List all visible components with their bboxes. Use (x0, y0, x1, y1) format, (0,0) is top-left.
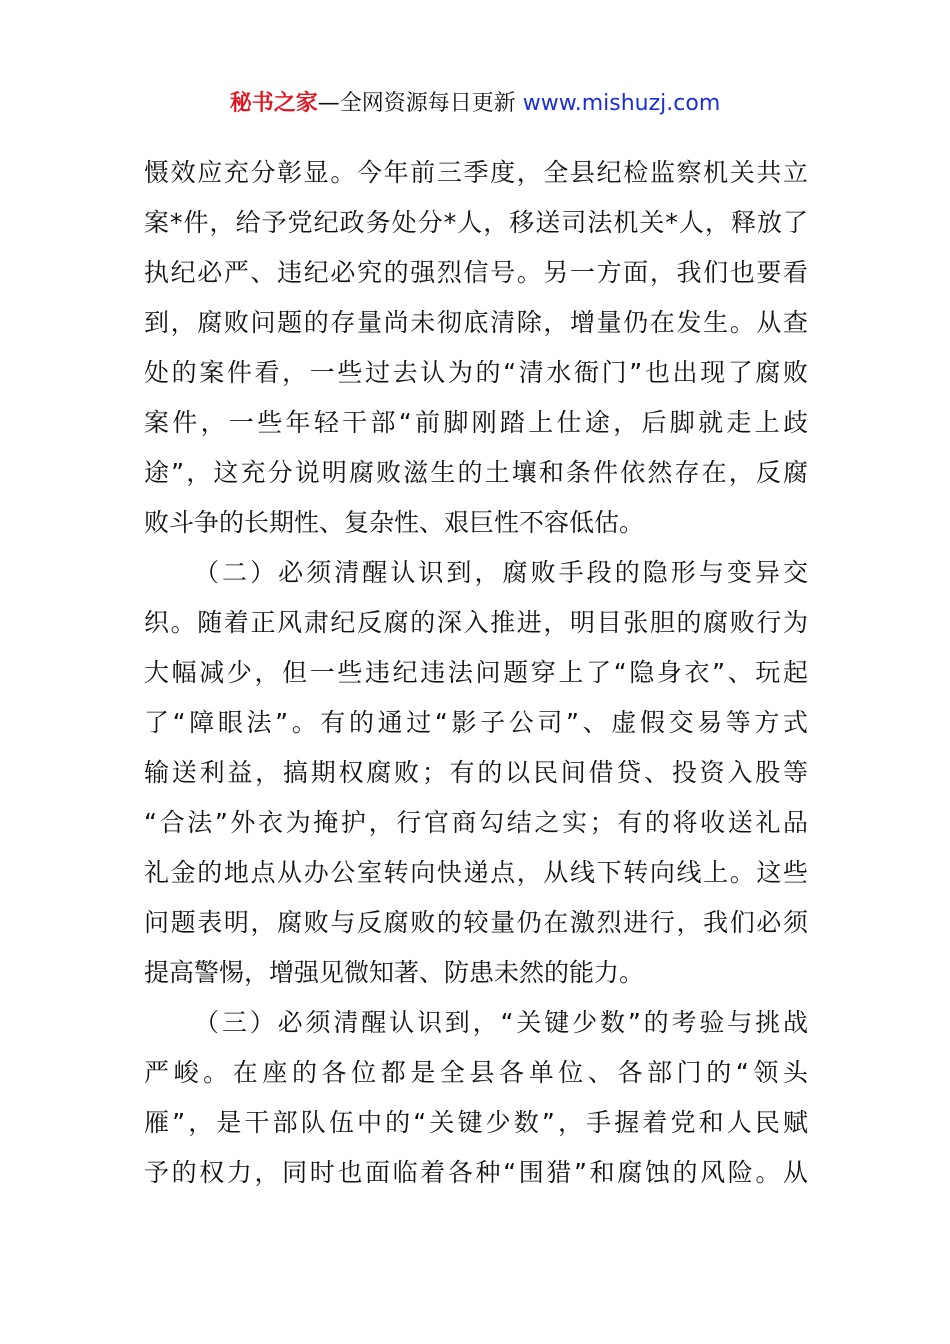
website-link[interactable]: www.mishuzj.com (522, 91, 721, 116)
text-line: 案*件，给予党纪政务处分*人，移送司法机关*人，释放了 (144, 208, 808, 237)
text-line: 处的案件看，一些过去认为的“清水衙门”也出现了腐败 (144, 358, 808, 387)
text-line: 了“障眼法”。有的通过“影子公司”、虚假交易等方式 (144, 708, 808, 737)
section-heading-line: （三）必须清醒认识到，“关键少数”的考验与挑战 (194, 1008, 808, 1037)
text-line: 败斗争的长期性、复杂性、艰巨性不容低估。 (144, 508, 645, 537)
text-line: 问题表明，腐败与反腐败的较量仍在激烈进行，我们必须 (144, 908, 808, 937)
text-line: 到，腐败问题的存量尚未彻底清除，增量仍在发生。从查 (144, 308, 808, 337)
header-tagline: —全网资源每日更新 (317, 91, 516, 116)
text-line: 礼金的地点从办公室转向快递点，从线下转向线上。这些 (144, 858, 808, 887)
section-heading-line: （二）必须清醒认识到，腐败手段的隐形与变异交 (194, 558, 808, 587)
text-line: 慑效应充分彰显。今年前三季度，全县纪检监察机关共立 (144, 158, 808, 187)
brand-name: 秘书之家 (229, 91, 318, 116)
text-line: 雁”，是干部队伍中的“关键少数”，手握着党和人民赋 (144, 1108, 808, 1137)
text-line: 织。随着正风肃纪反腐的深入推进，明目张胆的腐败行为 (144, 608, 808, 637)
text-line: 严峻。在座的各位都是全县各单位、各部门的“领头 (144, 1058, 808, 1087)
text-line: 案件，一些年轻干部“前脚刚踏上仕途，后脚就走上歧 (144, 408, 808, 437)
text-line: 输送利益，搞期权腐败；有的以民间借贷、投资入股等 (144, 758, 808, 787)
text-line: 途”，这充分说明腐败滋生的土壤和条件依然存在，反腐 (144, 458, 808, 487)
text-line: 提高警惕，增强见微知著、防患未然的能力。 (144, 958, 645, 987)
text-line: 执纪必严、违纪必究的强烈信号。另一方面，我们也要看 (144, 258, 808, 287)
page-header (0, 88, 950, 120)
text-line: 予的权力，同时也面临着各种“围猎”和腐蚀的风险。从 (144, 1158, 808, 1187)
text-line: 大幅减少，但一些违纪违法问题穿上了“隐身衣”、玩起 (144, 658, 808, 687)
text-line: “合法”外衣为掩护，行官商勾结之实；有的将收送礼品 (144, 808, 808, 837)
document-body (144, 148, 808, 1198)
